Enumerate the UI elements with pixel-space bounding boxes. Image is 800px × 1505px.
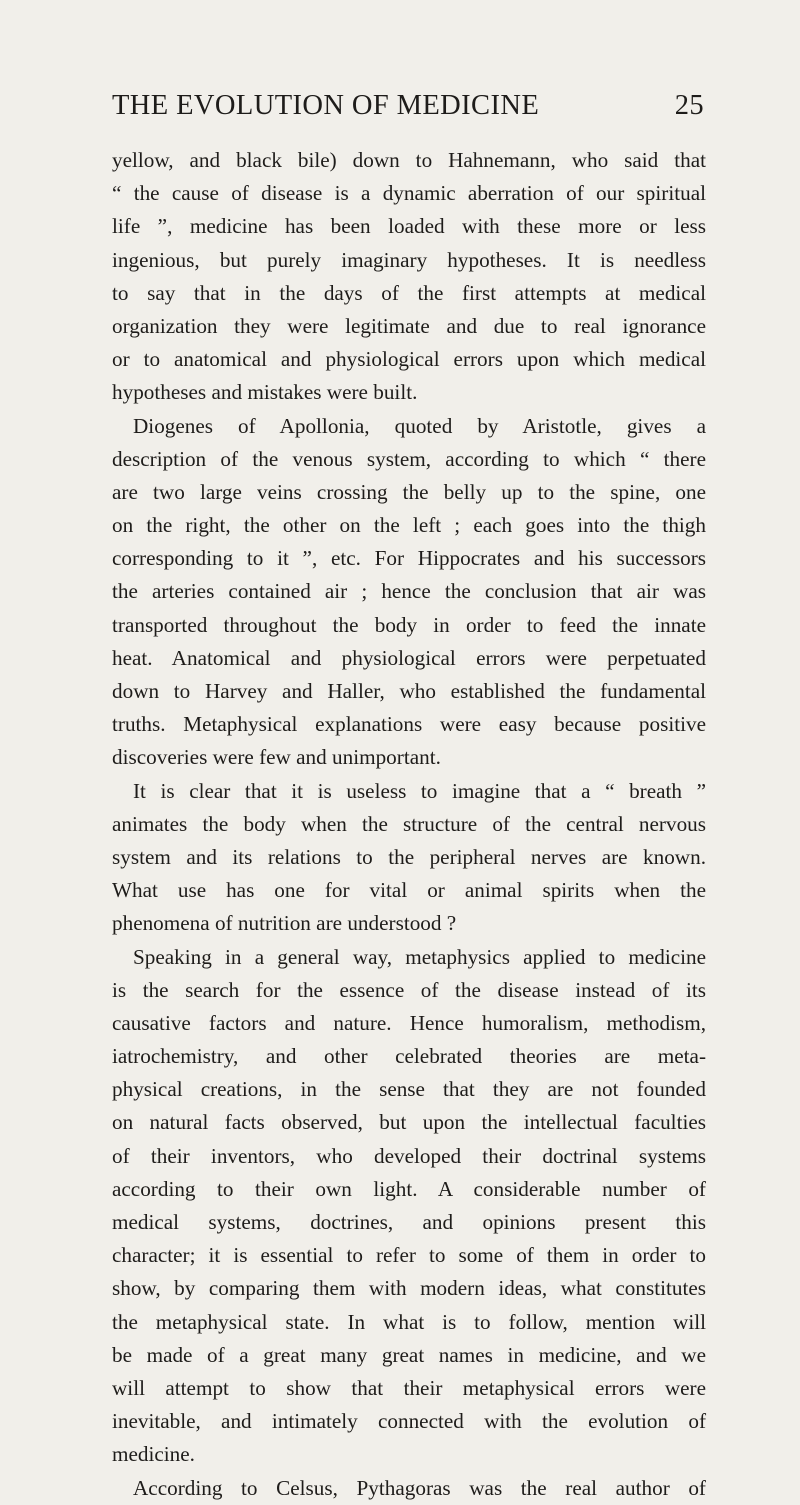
text-line: transported throughout the body in order to feed the innate (112, 612, 706, 637)
text-line: be made of a great many great names in medicine, and we (112, 1342, 706, 1367)
text-line: show, by comparing them with modern ideas, what constitutes (112, 1276, 706, 1301)
text-line: heat. Anatomical and physiological errors were perpetuated (112, 645, 706, 670)
text-line: or to anatomical and physiological errors upon which medical (112, 347, 706, 372)
text-line: causative factors and nature. Hence humoralism, methodism, (112, 1010, 706, 1035)
text-line: on the right, the other on the left ; each goes into the thigh (112, 513, 706, 538)
text-line: according to their own light. A considerable number of (112, 1176, 706, 1201)
body-text (112, 144, 706, 1505)
text-line: is the search for the essence of the disease instead of its (112, 977, 706, 1002)
text-line: of their inventors, who developed their doctrinal systems (112, 1143, 706, 1168)
text-line: It is clear that it is useless to imagine that a “ breath ” (133, 778, 706, 803)
text-line: hypotheses and mistakes were built. (112, 380, 418, 405)
text-line: corresponding to it ”, etc. For Hippocrates and his successors (112, 546, 706, 571)
text-line: “ the cause of disease is a dynamic aberration of our spiritual (112, 181, 706, 206)
text-line: truths. Metaphysical explanations were easy because positive (112, 712, 706, 737)
text-line: life ”, medicine has been loaded with these more or less (112, 214, 706, 239)
text-line: ingenious, but purely imaginary hypotheses. It is needless (112, 247, 706, 272)
running-head (112, 86, 704, 126)
text-line: According to Celsus, Pythagoras was the real author of (133, 1475, 706, 1500)
text-line: animates the body when the structure of the central nervous (112, 811, 706, 836)
text-line: discoveries were few and unimportant. (112, 745, 441, 770)
text-line: What use has one for vital or animal spirits when the (112, 878, 706, 903)
text-line: inevitable, and intimately connected with the evolution of (112, 1409, 706, 1434)
text-line: will attempt to show that their metaphysical errors were (112, 1375, 706, 1400)
text-line: medicine. (112, 1442, 195, 1467)
text-line: phenomena of nutrition are understood ? (112, 911, 457, 936)
text-line: the arteries contained air ; hence the conclusion that air was (112, 579, 706, 604)
text-line: are two large veins crossing the belly up to the spine, one (112, 479, 706, 504)
text-line: to say that in the days of the first attempts at medical (112, 280, 706, 305)
text-line: Speaking in a general way, metaphysics applied to medicine (133, 944, 706, 969)
text-line: physical creations, in the sense that they are not founded (112, 1077, 706, 1102)
text-line: yellow, and black bile) down to Hahnemann, who said that (112, 148, 706, 172)
page-number: 25 (674, 90, 704, 121)
text-line: medical systems, doctrines, and opinions present this (112, 1210, 706, 1234)
text-line: character; it is essential to refer to some of them in order to (112, 1243, 706, 1268)
text-line: iatrochemistry, and other celebrated theories are meta- (112, 1044, 706, 1069)
text-line: system and its relations to the peripheral nerves are known. (112, 844, 706, 869)
text-line: organization they were legitimate and due to real ignorance (112, 313, 706, 338)
text-line: down to Harvey and Haller, who established the fundamental (112, 679, 706, 703)
text-line: Diogenes of Apollonia, quoted by Aristotle, gives a (133, 413, 706, 438)
text-line: description of the venous system, according to which “ there (112, 446, 706, 471)
running-title: THE EVOLUTION OF MEDICINE (112, 90, 540, 121)
text-line: on natural facts observed, but upon the intellectual faculties (112, 1110, 706, 1135)
text-line: the metaphysical state. In what is to follow, mention will (112, 1309, 706, 1334)
